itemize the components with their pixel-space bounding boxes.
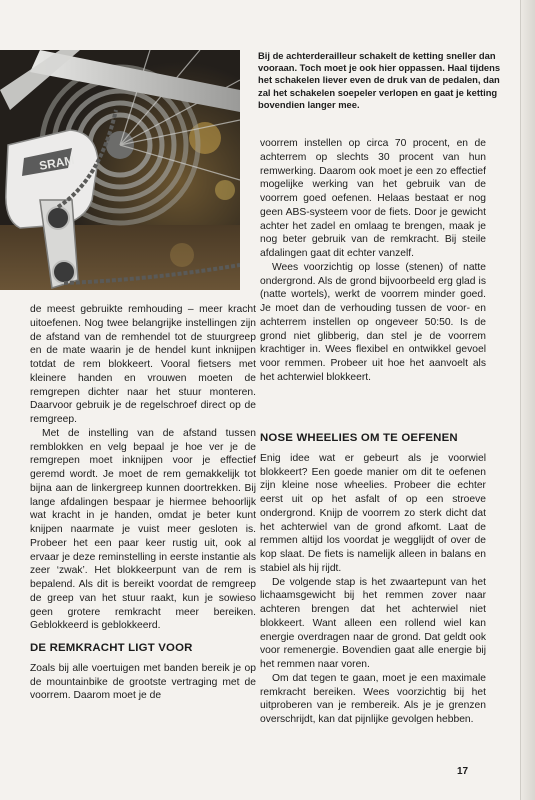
- right-paragraph-5: Om dat tegen te gaan, moet je een maximale remkracht bereiken. Wees voorzichtig bij het uitproberen van je rembereik. Als je je grenzen overschrijdt, kan dat pijnlijke gevolgen hebben.: [260, 672, 486, 725]
- right-paragraph-4: De volgende stap is het zwaartepunt van het lichaamsgewicht bij het remmen zover naar achteren brengen dat het achterwiel niet blokkeert. Want alleen een rollend wiel kan energie overdragen naar de grond. Dat geldt ook voor remenergie. Bovendien gaat alle energie bij het remmen naar voren.: [260, 576, 486, 670]
- section-heading-remkracht: DE REMKRACHT LIGT VOOR: [30, 642, 193, 654]
- photo-caption-text: Bij de achterderailleur schakelt de ketting sneller dan vooraan. Toch moet je ook hier oppassen. Haal tijdens het schakelen liever even de druk van de pedalen, dan zal het schakelen soepeler verlopen en gaat je ketting bovendien langer mee.: [258, 50, 501, 110]
- section-heading-nose-wheelies: NOSE WHEELIES OM TE OEFENEN: [260, 432, 458, 444]
- left-paragraph-3: Zoals bij alle voertuigen met banden bereik je op de mountainbike de grootste vertraging met de voorrem. Daarom moet je de: [30, 662, 256, 702]
- right-paragraph-1: voorrem instellen op circa 70 procent, en de achterrem op slechts 30 procent van hun remwerking. Daarom ook moet je een zo effectief mogelijke werking van het gebruik van de voorrem goed oefenen. Helaas bestaat er nog geen ABS-systeem voor de fiets. Door je gewicht achter het zadel en omlaag te brengen, maak je nog beter gebruik van de remkracht. Bij steile afdalingen gaat dit echter vanzelf.: [260, 138, 486, 259]
- right-text-column-bottom: [260, 432, 486, 727]
- right-paragraph-3: Enig idee wat er gebeurt als je voorwiel blokkeert? Een goede manier om dit te oefenen zijn kleine nose wheelies. Probeer die echter eerst uit op het asfalt of op een stroeve ondergrond. Knijp de voorrem zo sterk dicht dat het achterwiel van de grond afkomt. Laat de remmen altijd los voordat je wegglijdt of over de kop slaat. De fiets is namelijk alleen in balans en stabiel als hij rijdt.: [260, 452, 486, 574]
- photo-caption: [258, 50, 510, 111]
- page-edge: [520, 0, 535, 800]
- right-text-column-top: [260, 137, 486, 385]
- left-paragraph-2: Met de instelling van de afstand tussen remblokken en velg bepaal je hoe ver je de remgrepen moet inknijpen voor je effectief geremd wordt. Je moet de rem gemakkelijk tot bijna aan de linkergreep kunnen doortrekken. Bij lange afdalingen bespaar je hiermee behoorlijk wat kracht in je handen, omdat je beter kunt knijpen naarmate je vuist meer gesloten is. Probeer het een paar keer rustig uit, ook al ervaar je deze reminstelling in eerste instantie als zeer ‘zwak’. Het blokkeerpunt van de rem is bepalend. Als dit is bereikt voordat de remgreep de greep van het stuur raakt, kun je sowieso geen grotere remkracht meer bereiken. Geblokkeerd is geblokkeerd.: [30, 427, 256, 632]
- left-paragraph-1: de meest gebruikte remhouding – meer kracht uitoefenen. Nog twee belangrijke instellingen zijn de afstand van de remhendel tot de stuurgreep en de mate waarin je de hendel kunt inknijpen totdat de rem blokkeert. Vooral fietsers met kleinere handen en vrouwen moeten de remgrepen dichter naar het stuur monteren. Daarvoor gebruik je de regelschroef direct op de remgreep.: [30, 304, 256, 425]
- right-paragraph-2: Wees voorzichtig op losse (stenen) of natte ondergrond. Als de grond bijvoorbeeld erg glad is (natte wortels), werkt de voorrem minder goed. Je moet dan de verhouding tussen de voor- en achterrem instellen op ongeveer 50:50. Is de grond niet glibberig, dan stel je de voorrem krachtiger in. Wees flexibel en ontwikkel gevoel voor remmen. Probeer uit hoe het aanvoelt als het achterwiel blokkeert.: [260, 261, 486, 383]
- left-text-column: [30, 303, 256, 703]
- page-number: 17: [457, 766, 469, 777]
- derailleur-brand-text: SRAM: [38, 153, 76, 173]
- bicycle-derailleur-photo: [0, 50, 240, 290]
- derailleur-illustration: [0, 50, 240, 290]
